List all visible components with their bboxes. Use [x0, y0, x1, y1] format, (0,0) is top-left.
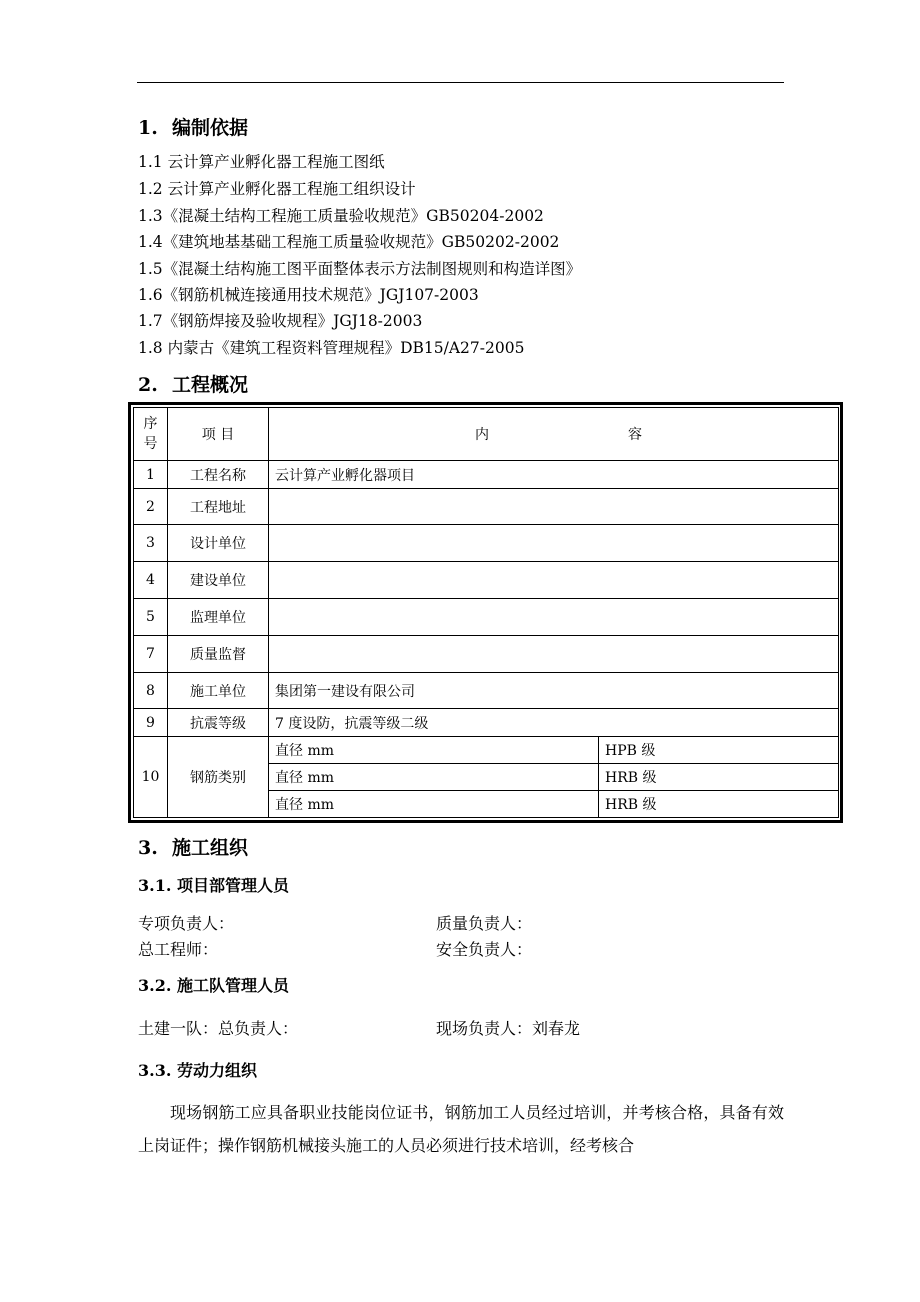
table-row	[134, 489, 839, 525]
row-item: 抗震等级	[168, 709, 269, 737]
table-row	[134, 673, 839, 709]
header-content-a: 内	[475, 427, 489, 443]
header-rule	[137, 82, 784, 83]
basis-item-4: 1.4《建筑地基基础工程施工质量验收规范》GB50202-2002	[138, 233, 560, 251]
row-item: 工程名称	[168, 461, 269, 489]
rebar-no: 10	[134, 737, 168, 818]
rebar-grade: HPB 级	[599, 737, 839, 764]
basis-item-2: 1.2 云计算产业孵化器工程施工组织设计	[138, 180, 416, 198]
row-no: 8	[134, 673, 168, 709]
row-content: 7 度设防，抗震等级二级	[269, 709, 839, 737]
row-no: 2	[134, 489, 168, 525]
rebar-item: 钢筋类别	[168, 737, 269, 818]
row-no: 4	[134, 562, 168, 599]
site-lead-label: 现场负责人：刘春龙	[436, 1019, 581, 1038]
quality-lead-label: 质量负责人：	[436, 914, 533, 933]
section-1-number: 1.	[138, 117, 158, 139]
team-lead-label: 土建一队：总负责人：	[138, 1019, 299, 1038]
header-item: 项 目	[168, 408, 269, 461]
basis-item-3: 1.3《混凝土结构工程施工质量验收规范》GB50204-2002	[138, 207, 544, 225]
table-row	[134, 709, 839, 737]
row-content	[269, 599, 839, 636]
row-no: 3	[134, 525, 168, 562]
rebar-grade: HRB 级	[599, 791, 839, 818]
table-header-row	[134, 408, 839, 461]
section-3-title: 施工组织	[172, 837, 249, 859]
row-item: 监理单位	[168, 599, 269, 636]
rebar-diameter: 直径 mm	[269, 737, 599, 764]
subsection-3-1-title: 3.1. 项目部管理人员	[138, 876, 289, 895]
section-2-title: 工程概况	[172, 374, 249, 396]
rebar-grade: HRB 级	[599, 764, 839, 791]
row-item: 质量监督	[168, 636, 269, 673]
header-no-line1: 序	[143, 416, 158, 432]
row-content	[269, 525, 839, 562]
project-lead-label: 专项负责人：	[138, 914, 235, 933]
section-2-heading	[138, 370, 248, 397]
rebar-diameter: 直径 mm	[269, 764, 599, 791]
safety-lead-label: 安全负责人：	[436, 940, 533, 959]
basis-item-6: 1.6《钢筋机械连接通用技术规范》JGJ107-2003	[138, 286, 479, 304]
overview-table	[133, 407, 839, 818]
section-1-heading	[138, 113, 248, 140]
basis-item-8: 1.8 内蒙古《建筑工程资料管理规程》DB15/A27-2005	[138, 339, 525, 357]
rebar-diameter: 直径 mm	[269, 791, 599, 818]
row-content: 集团第一建设有限公司	[269, 673, 839, 709]
basis-item-5: 1.5《混凝土结构施工图平面整体表示方法制图规则和构造详图》	[138, 260, 582, 278]
subsection-3-2-title: 3.2. 施工队管理人员	[138, 976, 289, 995]
section-2-number: 2.	[138, 374, 158, 396]
row-content	[269, 489, 839, 525]
row-no: 1	[134, 461, 168, 489]
table-row	[134, 599, 839, 636]
basis-item-1: 1.1 云计算产业孵化器工程施工图纸	[138, 153, 385, 171]
table-row	[134, 461, 839, 489]
row-item: 施工单位	[168, 673, 269, 709]
row-item: 建设单位	[168, 562, 269, 599]
section-3-number: 3.	[138, 837, 158, 859]
row-content	[269, 562, 839, 599]
header-no	[134, 408, 168, 461]
basis-item-7: 1.7《钢筋焊接及验收规程》JGJ18-2003	[138, 312, 423, 330]
header-content-b: 容	[628, 427, 642, 443]
row-no: 9	[134, 709, 168, 737]
row-no: 5	[134, 599, 168, 636]
row-content: 云计算产业孵化器项目	[269, 461, 839, 489]
subsection-3-3-title: 3.3. 劳动力组织	[138, 1061, 257, 1080]
rebar-row	[134, 737, 839, 764]
header-no-line2: 号	[143, 436, 158, 452]
row-content	[269, 636, 839, 673]
row-no: 7	[134, 636, 168, 673]
section-3-heading	[138, 833, 248, 860]
section-1-title: 编制依据	[172, 117, 249, 139]
table-row	[134, 636, 839, 673]
row-item: 工程地址	[168, 489, 269, 525]
table-row	[134, 525, 839, 562]
table-row	[134, 562, 839, 599]
header-content	[269, 408, 839, 461]
labor-paragraph: 现场钢筋工应具备职业技能岗位证书，钢筋加工人员经过培训，并考核合格，具备有效上岗证件；操作钢筋机械接头施工的人员必须进行技术培训，经考核合	[138, 1103, 784, 1155]
row-item: 设计单位	[168, 525, 269, 562]
chief-engineer-label: 总工程师：	[138, 940, 219, 959]
